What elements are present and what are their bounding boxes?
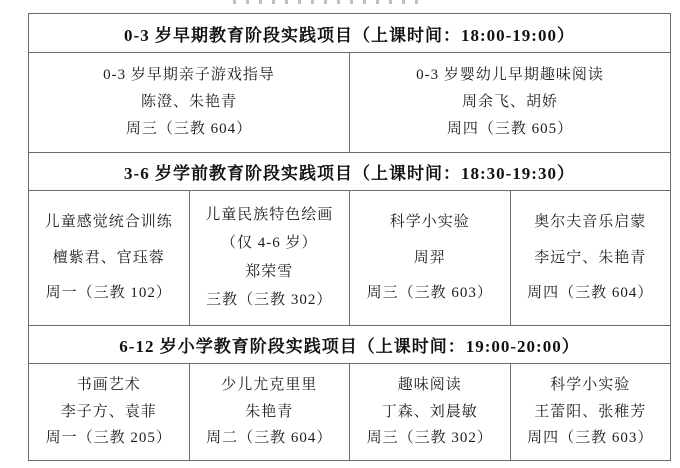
section-header-text: 0-3 岁早期教育阶段实践项目（上课时间：18:00-19:00） [124, 25, 575, 45]
section-header-0-3 [29, 14, 670, 52]
section-row-3-6 [29, 190, 670, 325]
course-teachers: 李子方、袁菲 [60, 403, 157, 420]
course-teachers: 檀紫君、官珏蓉 [52, 249, 165, 266]
course-title: 书画艺术 [76, 377, 141, 394]
course-title: 0-3 岁婴幼儿早期趣味阅读 [416, 67, 604, 84]
course-title: 科学小实验 [389, 213, 470, 230]
course-title: 0-3 岁早期亲子游戏指导 [103, 67, 275, 84]
course-teachers: 丁森、刘晨敏 [381, 403, 478, 420]
course-schedule: 周二（三教 604） [206, 429, 333, 446]
course-teachers: 周羿 [413, 249, 446, 266]
course-teachers: 郑荣雪 [245, 263, 294, 280]
section-header-3-6 [29, 152, 670, 190]
course-title: 趣味阅读 [397, 377, 462, 394]
course-teachers: 朱艳青 [245, 403, 294, 420]
course-schedule: 周四（三教 604） [527, 285, 654, 302]
course-schedule: 周一（三教 205） [45, 429, 172, 446]
course-cell-parent-games [29, 53, 349, 152]
course-teachers: 李远宁、朱艳青 [534, 249, 647, 266]
clipped-text-above-table [233, 0, 428, 4]
course-teachers: 周余飞、胡娇 [461, 94, 558, 111]
course-title: 儿童民族特色绘画 [205, 206, 334, 223]
course-schedule: 周一（三教 102） [45, 285, 172, 302]
course-schedule: 三教（三教 302） [206, 292, 333, 309]
course-title: 少儿尤克里里 [221, 377, 318, 394]
section-header-text: 3-6 岁学前教育阶段实践项目（上课时间：18:30-19:30） [124, 164, 575, 183]
section-row-0-3 [29, 52, 670, 152]
course-cell-ukulele [189, 364, 350, 460]
course-schedule-table [28, 13, 671, 461]
course-schedule: 周三（三教 302） [366, 429, 493, 446]
course-teachers: 陈澄、朱艳青 [140, 94, 237, 111]
section-header-text: 6-12 岁小学教育阶段实践项目（上课时间：19:00-20:00） [119, 337, 580, 356]
section-row-6-12 [29, 363, 670, 460]
course-cell-fun-reading [349, 364, 510, 460]
course-teachers: 王蕾阳、张稚芳 [534, 403, 647, 420]
course-age-note: （仅 4-6 岁） [221, 235, 318, 252]
course-title: 奥尔夫音乐启蒙 [534, 213, 647, 230]
course-cell-ethnic-painting [189, 191, 350, 325]
course-cell-science-experiment-3-6 [349, 191, 510, 325]
course-title: 科学小实验 [550, 377, 631, 394]
course-cell-sensory-training [29, 191, 189, 325]
course-cell-infant-reading [349, 53, 670, 152]
course-title: 儿童感觉统合训练 [44, 213, 173, 230]
course-schedule: 周四（三教 605） [446, 121, 574, 138]
course-cell-science-experiment-6-12 [510, 364, 671, 460]
course-schedule: 周四（三教 603） [527, 429, 654, 446]
section-header-6-12 [29, 325, 670, 363]
course-schedule: 周三（三教 603） [366, 285, 493, 302]
course-cell-calligraphy-art [29, 364, 189, 460]
course-schedule: 周三（三教 604） [125, 121, 253, 138]
course-cell-orff-music [510, 191, 671, 325]
